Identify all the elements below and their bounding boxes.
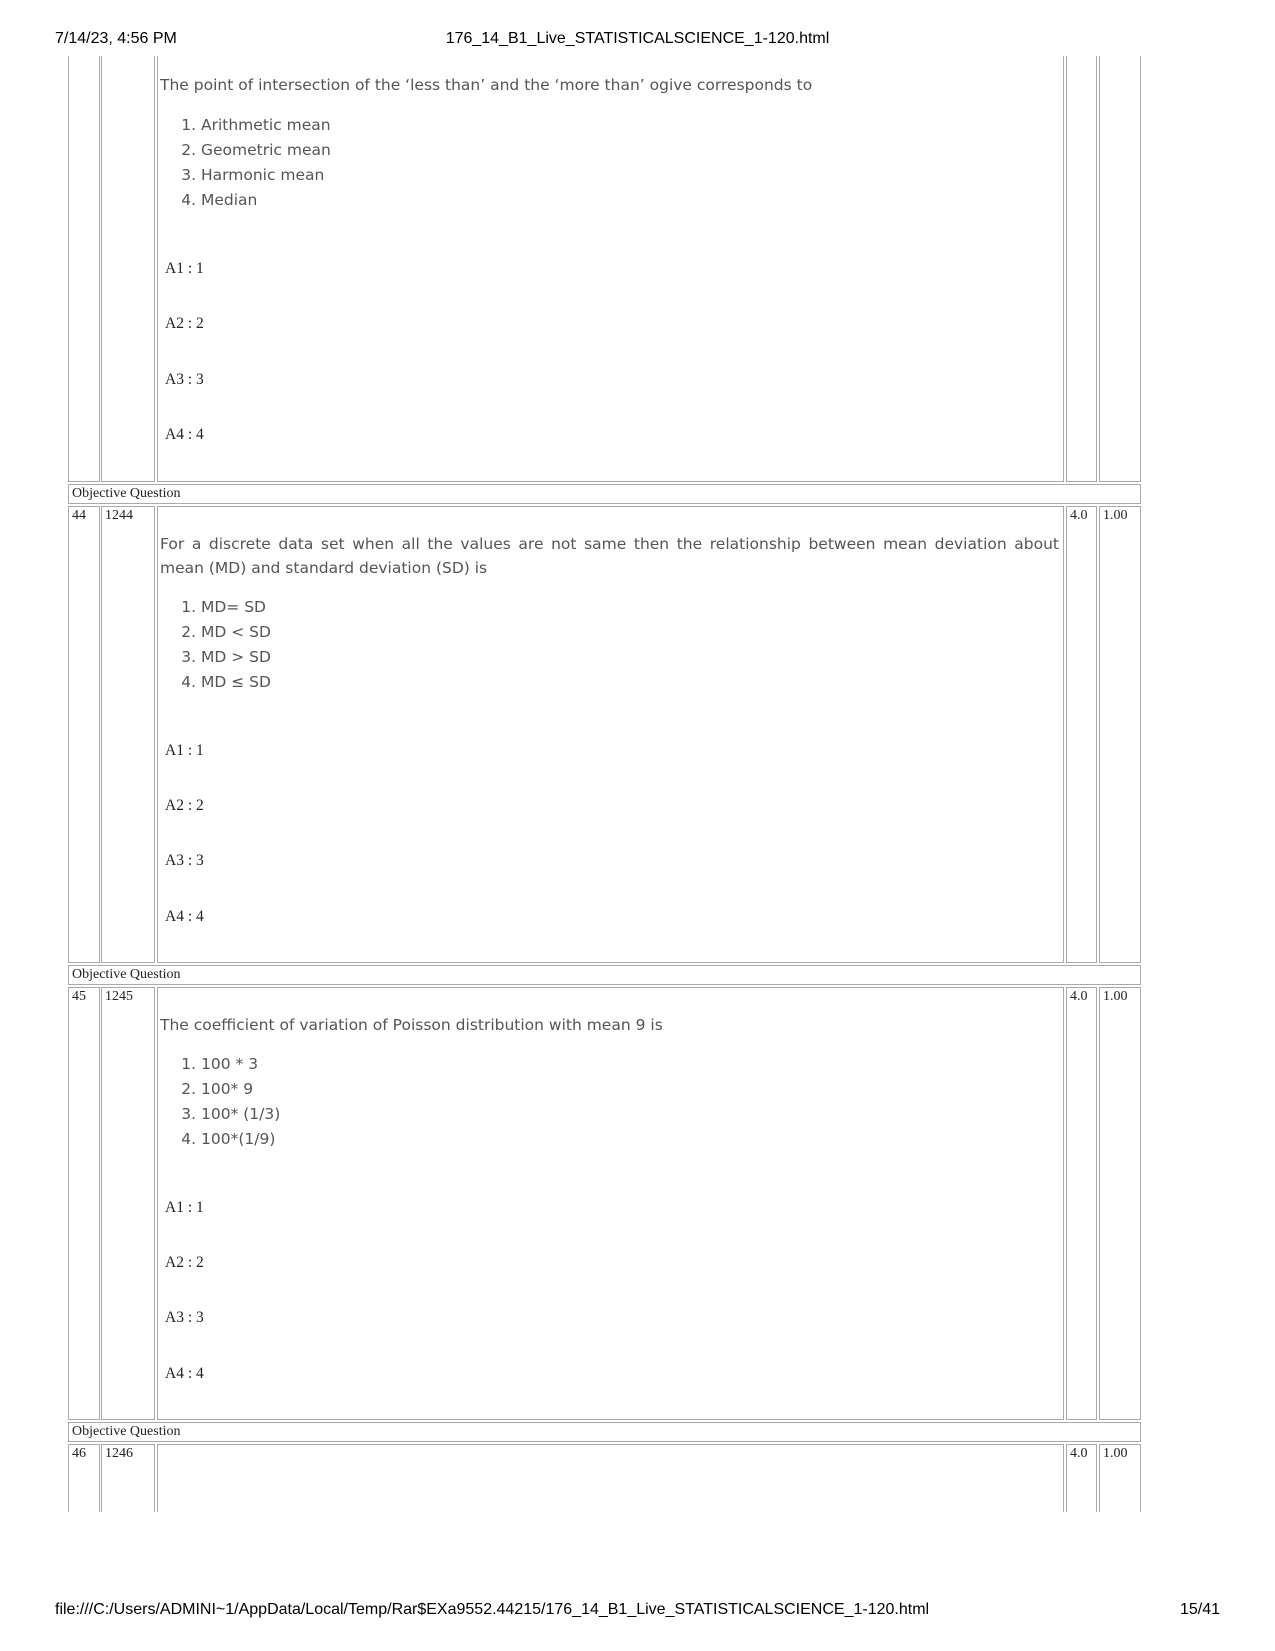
section-label-row <box>68 484 1141 504</box>
sno-cell <box>68 1444 100 1512</box>
section-label: Objective Question <box>72 486 181 501</box>
qid-cell <box>101 1444 155 1512</box>
answer-a1: A1 : 1 <box>165 1199 204 1216</box>
marks-cell <box>1066 1444 1097 1512</box>
answer-a1: A1 : 1 <box>165 260 204 277</box>
option-item: 1. MD= SD <box>201 595 271 620</box>
section-label: Objective Question <box>72 1424 181 1439</box>
answer-a2: A2 : 2 <box>165 1254 204 1271</box>
question-id: 1244 <box>105 508 133 523</box>
question-text: The coefficient of variation of Poisson distribution with mean 9 is <box>160 1016 663 1034</box>
negative-marks-value: 1.00 <box>1103 1446 1128 1461</box>
option-item: 3. Harmonic mean <box>201 163 331 188</box>
section-label-row <box>68 965 1141 985</box>
marks-cell <box>1066 56 1097 482</box>
marks-value: 4.0 <box>1070 1446 1088 1461</box>
option-item: 2. 100* 9 <box>201 1077 280 1102</box>
negative-marks-cell <box>1099 1444 1141 1512</box>
option-item: 3. 100* (1/3) <box>201 1102 280 1127</box>
qid-cell <box>101 506 155 963</box>
option-item: 4. Median <box>201 188 331 213</box>
question-number: 44 <box>72 508 86 523</box>
section-label: Objective Question <box>72 967 181 982</box>
question-number: 46 <box>72 1446 86 1461</box>
sno-cell <box>68 56 100 482</box>
option-item: 4. MD ≤ SD <box>201 670 271 695</box>
question-cell <box>157 56 1064 482</box>
negative-marks-cell <box>1099 506 1141 963</box>
negative-marks-cell <box>1099 56 1141 482</box>
qid-cell <box>101 56 155 482</box>
page-number: 15/41 <box>1179 1601 1220 1618</box>
answer-a2: A2 : 2 <box>165 797 204 814</box>
answer-a2: A2 : 2 <box>165 315 204 332</box>
option-item: 1. Arithmetic mean <box>201 113 331 138</box>
print-datetime: 7/14/23, 4:56 PM <box>55 30 177 47</box>
marks-value: 4.0 <box>1070 989 1088 1004</box>
option-item: 4. 100*(1/9) <box>201 1127 280 1152</box>
marks-cell <box>1066 987 1097 1420</box>
sno-cell <box>68 987 100 1420</box>
answer-a3: A3 : 3 <box>165 1309 204 1326</box>
question-id: 1245 <box>105 989 133 1004</box>
option-item: 2. MD < SD <box>201 620 271 645</box>
question-number: 45 <box>72 989 86 1004</box>
print-title: 176_14_B1_Live_STATISTICALSCIENCE_1-120.html <box>445 30 830 47</box>
answer-a4: A4 : 4 <box>165 426 204 443</box>
options-list <box>160 1052 280 1152</box>
answer-a3: A3 : 3 <box>165 852 204 869</box>
question-cell <box>157 987 1064 1420</box>
negative-marks-cell <box>1099 987 1141 1420</box>
qid-cell <box>101 987 155 1420</box>
print-footer <box>55 1601 1220 1623</box>
question-id: 1246 <box>105 1446 133 1461</box>
answer-a4: A4 : 4 <box>165 908 204 925</box>
marks-cell <box>1066 506 1097 963</box>
negative-marks-value: 1.00 <box>1103 989 1128 1004</box>
option-item: 3. MD > SD <box>201 645 271 670</box>
question-text: The point of intersection of the ‘less than’ and the ‘more than’ ogive corresponds to <box>160 76 813 94</box>
options-list <box>160 113 331 213</box>
print-header <box>55 30 1220 52</box>
question-text: For a discrete data set when all the values are not same then the relationship between mean deviation about mean (MD) and standard deviation (SD) is <box>160 535 1059 577</box>
marks-value: 4.0 <box>1070 508 1088 523</box>
negative-marks-value: 1.00 <box>1103 508 1128 523</box>
answer-a1: A1 : 1 <box>165 742 204 759</box>
question-cell <box>157 1444 1064 1512</box>
option-item: 1. 100 * 3 <box>201 1052 280 1077</box>
options-list <box>160 595 271 695</box>
file-path: file:///C:/Users/ADMINI~1/AppData/Local/Temp/Rar$EXa9552.44215/176_14_B1_Live_STATISTICALSCIENCE_1-120.html <box>55 1601 930 1618</box>
sno-cell <box>68 506 100 963</box>
option-item: 2. Geometric mean <box>201 138 331 163</box>
question-cell <box>157 506 1064 963</box>
answer-a4: A4 : 4 <box>165 1365 204 1382</box>
answer-a3: A3 : 3 <box>165 371 204 388</box>
section-label-row <box>68 1422 1141 1442</box>
